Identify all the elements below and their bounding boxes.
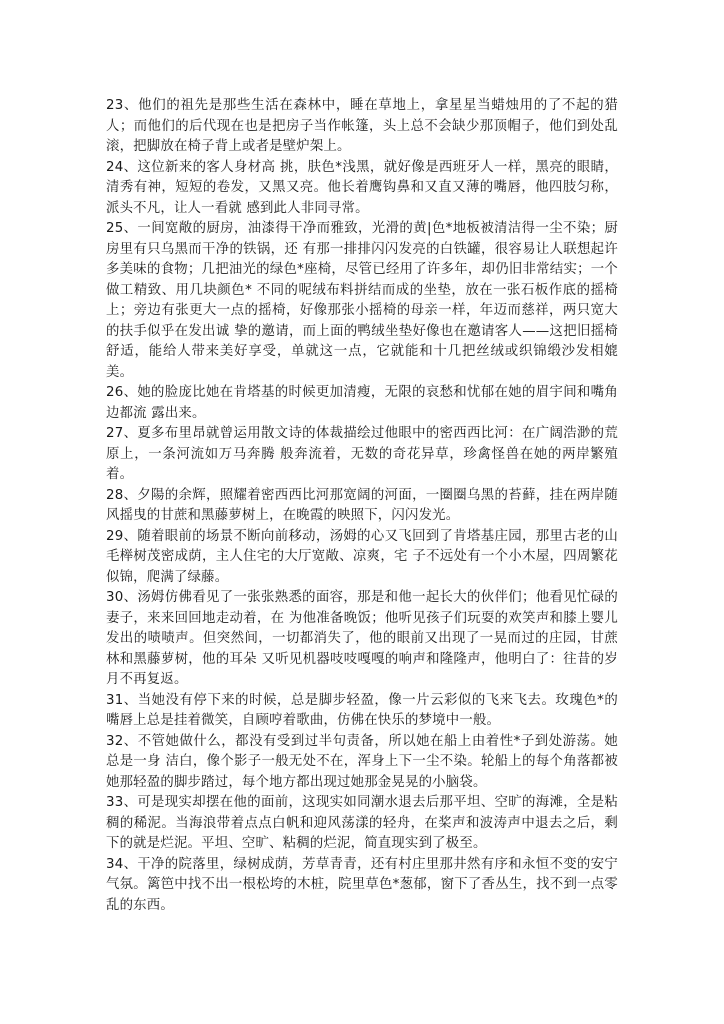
paragraph-33: 33、可是现实却摆在他的面前，这现实如同潮水退去后那平坦、空旷的海滩，全是粘稠的稀泥。当海浪带着点点白帆和迎风荡漾的轻舟，在桨声和波涛声中退去之后，剩下的就是烂泥。平坦、空旷、粘稠的烂泥，简直现实到了极至。	[106, 795, 618, 851]
paragraph-30: 30、汤姆仿佛看见了一张张熟悉的面容，那是和他一起长大的伙伴们；他看见忙碌的妻子，来来回回地走动着，在 为他准备晚饭；他听见孩子们玩耍的欢笑声和膝上婴儿发出的啧啧声。但突然间，一切都消失了，他的眼前又出现了一晃而过的庄园，甘蔗林和黑藤萝树，他的耳朵 又听见机器吱吱嘎嘎的响声和隆隆声，他明白了：往昔的岁月不再复返。	[106, 590, 618, 687]
paragraph-29: 29、随着眼前的场景不断向前移动，汤姆的心又飞回到了肯塔基庄园，那里古老的山毛榉树茂密成荫，主人住宅的大厅宽敞、凉爽，宅 子不远处有一个小木屋，四周繁花似锦，爬满了绿藤。	[106, 528, 618, 585]
document-body	[106, 96, 618, 916]
paragraph-32: 32、不管她做什么，都没有受到过半句责备，所以她在船上由着性*子到处游荡。她总是一身 洁白，像个影子一般无处不在，浑身上下一尘不染。轮船上的每个角落都被她那轻盈的脚步踏过，每个地方都出现过她那金晃晃的小脑袋。	[106, 733, 618, 790]
paragraph-24: 24、这位新来的客人身材高 挑，肤色*浅黑，就好像是西班牙人一样，黑亮的眼睛，清秀有神，短短的卷发，又黑又亮。他长着鹰钩鼻和又直又薄的嘴唇，他四肢匀称，派头不凡，让人一看就 感到此人非同寻常。	[106, 159, 618, 216]
paragraph-34: 34、干净的院落里，绿树成荫，芳草青青，还有村庄里那井然有序和永恒不变的安宁 气氛。篱笆中找不出一根松垮的木桩，院里草色*葱郁，窗下了香丛生，找不到一点零乱的东西。	[106, 856, 618, 913]
paragraph-31: 31、当她没有停下来的时候，总是脚步轻盈，像一片云彩似的飞来飞去。玫瑰色*的嘴唇上总是挂着微笑，自顾哼着歌曲，仿佛在快乐的梦境中一般。	[106, 692, 618, 728]
paragraph-23: 23、他们的祖先是那些生活在森林中，睡在草地上，拿星星当蜡烛用的了不起的猎 人；而他们的后代现在也是把房子当作帐篷，头上总不会缺少那顶帽子，他们到处乱滚，把脚放在椅子背上或者是壁炉架上。	[106, 98, 618, 154]
paragraph-27: 27、夏多布里昂就曾运用散文诗的体裁描绘过他眼中的密西西比河：在广阔浩渺的荒原上，一条河流如万马奔腾 般奔流着，无数的奇花异草，珍禽怪兽在她的两岸繁殖着。	[106, 426, 618, 482]
paragraph-26: 26、她的脸庞比她在肯塔基的时候更加清瘦，无限的哀愁和忧郁在她的眉宇间和嘴角边都流 露出来。	[106, 385, 618, 421]
paragraph-28: 28、夕陽的余辉，照耀着密西西比河那宽阔的河面，一圈圈乌黑的苔藓，挂在两岸随风摇曳的甘蔗和黑藤萝树上，在晚霞的映照下，闪闪发光。	[106, 487, 618, 523]
paragraph-25: 25、一间宽敞的厨房，油漆得干净而雅致，光滑的黄|色*地板被清洁得一尘不染；厨房里有只乌黑而干净的铁锅，还 有那一排排闪闪发亮的白铁罐，很容易让人联想起许多美味的食物；几把油光的绿色*座椅，尽管已经用了许多年，却仍旧非常结实；一个做工精致、用几块颜色* 不同的呢绒布料拼结而成的坐垫，放在一张石板作底的摇椅上；旁边有张更大一点的摇椅，好像那张小摇椅的母亲一样，年迈而慈祥，两只宽大的扶手似乎在发出诚 挚的邀请，而上面的鸭绒坐垫好像也在邀请客人——这把旧摇椅舒适，能给人带来美好享受，单就这一点，它就能和十几把丝绒或织锦缎沙发相媲美。	[106, 221, 618, 380]
